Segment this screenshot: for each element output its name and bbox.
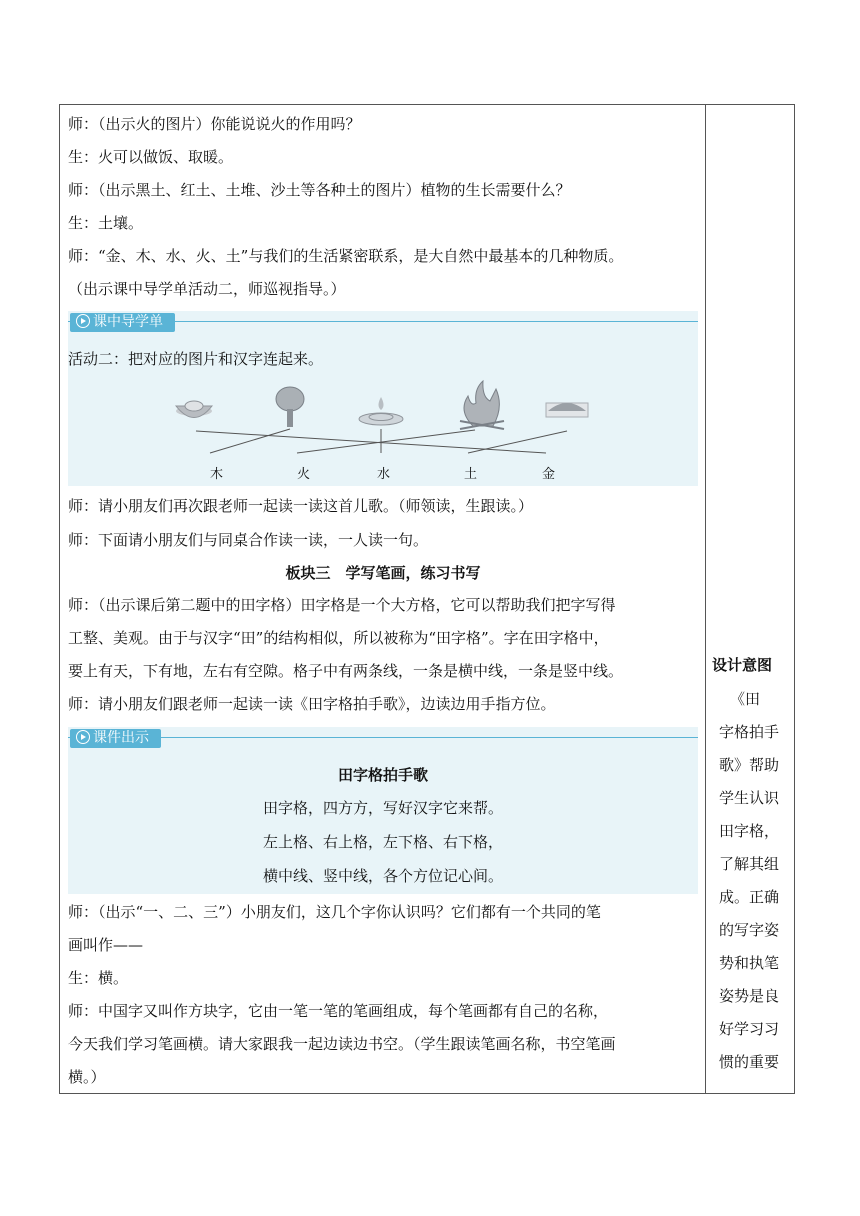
tag-rule xyxy=(68,737,698,738)
text-line: 画叫作—— xyxy=(68,936,144,954)
soil-picture xyxy=(546,403,588,417)
side-line: 势和执笔 xyxy=(719,954,780,972)
side-line: 的写字姿 xyxy=(719,921,780,939)
text-line: 今天我们学习笔画横。请大家跟我一起边读边书空。（学生跟读笔画名称，书空笔画 xyxy=(68,1035,616,1053)
fire-picture xyxy=(460,381,504,429)
poem-line: 左上格、右上格，左下格、右下格， xyxy=(262,833,503,851)
gold-ingot-picture xyxy=(176,401,212,418)
matching-figure xyxy=(68,311,698,486)
label-wood: 木 xyxy=(210,467,224,482)
text-line: 要上有天，下有地，左右有空隙。格子中有两条线，一条是横中线，一条是竖中线。 xyxy=(68,662,624,680)
label-earth: 土 xyxy=(464,467,478,482)
text-line: 师：下面请小朋友们与同桌合作读一读，一人读一句。 xyxy=(68,531,429,549)
poem-line: 田字格，四方方，写好汉字它来帮。 xyxy=(262,799,503,817)
side-line: 惯的重要 xyxy=(719,1053,780,1071)
side-line: 字格拍手 xyxy=(719,723,780,741)
side-line: 《田 xyxy=(730,690,761,708)
text-line: 师：（出示火的图片）你能说说火的作用吗？ xyxy=(68,115,361,133)
tree-picture xyxy=(276,387,304,427)
water-picture xyxy=(359,397,403,425)
label-water: 水 xyxy=(377,467,391,482)
section-title: 板块三 学写笔画，练习书写 xyxy=(285,564,481,582)
play-icon xyxy=(76,730,90,744)
side-line: 田字格， xyxy=(719,822,780,840)
text-line: 工整、美观。由于与汉字“田”的结构相似，所以被称为“田字格”。字在田字格中， xyxy=(68,629,609,647)
text-line: 生：火可以做饭、取暖。 xyxy=(68,148,234,166)
text-line: 生：横。 xyxy=(68,969,129,987)
courseware-tag xyxy=(70,729,161,748)
text-line: 师：（出示课后第二题中的田字格）田字格是一个大方格，它可以帮助我们把字写得 xyxy=(68,596,616,614)
guide-tag-label: 课中导学单 xyxy=(93,314,163,330)
guide-panel xyxy=(68,311,698,486)
side-line: 学生认识 xyxy=(719,789,780,807)
label-fire: 火 xyxy=(297,467,311,482)
courseware-panel xyxy=(68,727,698,894)
poem-title: 田字格拍手歌 xyxy=(337,766,428,784)
poem-line: 横中线、竖中线，各个方位记心间。 xyxy=(262,867,503,885)
courseware-tag-label: 课件出示 xyxy=(93,730,149,746)
text-line: （出示课中导学单活动二，师巡视指导。） xyxy=(68,280,346,298)
label-metal: 金 xyxy=(542,467,556,482)
side-line: 姿势是良 xyxy=(719,987,780,1005)
side-line: 成。正确 xyxy=(719,888,780,906)
text-line: 师：（出示黑土、红土、土堆、沙土等各种土的图片）植物的生长需要什么？ xyxy=(68,181,571,199)
text-line: 师：（出示“一、二、三”）小朋友们，这几个字你认识吗？它们都有一个共同的笔 xyxy=(68,903,601,921)
text-line: 师：请小朋友们再次跟老师一起读一读这首儿歌。（师领读，生跟读。） xyxy=(68,497,534,515)
text-line: 生：土壤。 xyxy=(68,214,144,232)
design-intent-title: 设计意图 xyxy=(712,656,773,674)
side-line: 歌》帮助 xyxy=(719,756,780,774)
side-line: 好学习习 xyxy=(719,1020,780,1038)
activity-text: 活动二：把对应的图片和汉字连起来。 xyxy=(68,350,324,368)
text-line: 师：中国字又叫作方块字，它由一笔一笔的笔画组成，每个笔画都有自己的名称， xyxy=(68,1002,609,1020)
column-divider xyxy=(705,105,706,1093)
lesson-table xyxy=(59,104,795,1094)
text-line: 师：“金、木、水、火、土”与我们的生活紧密联系，是大自然中最基本的几种物质。 xyxy=(68,247,624,265)
side-line: 了解其组 xyxy=(719,855,780,873)
text-line: 横。） xyxy=(68,1068,106,1086)
text-line: 师：请小朋友们跟老师一起读一读《田字格拍手歌》，边读边用手指方位。 xyxy=(68,695,556,713)
